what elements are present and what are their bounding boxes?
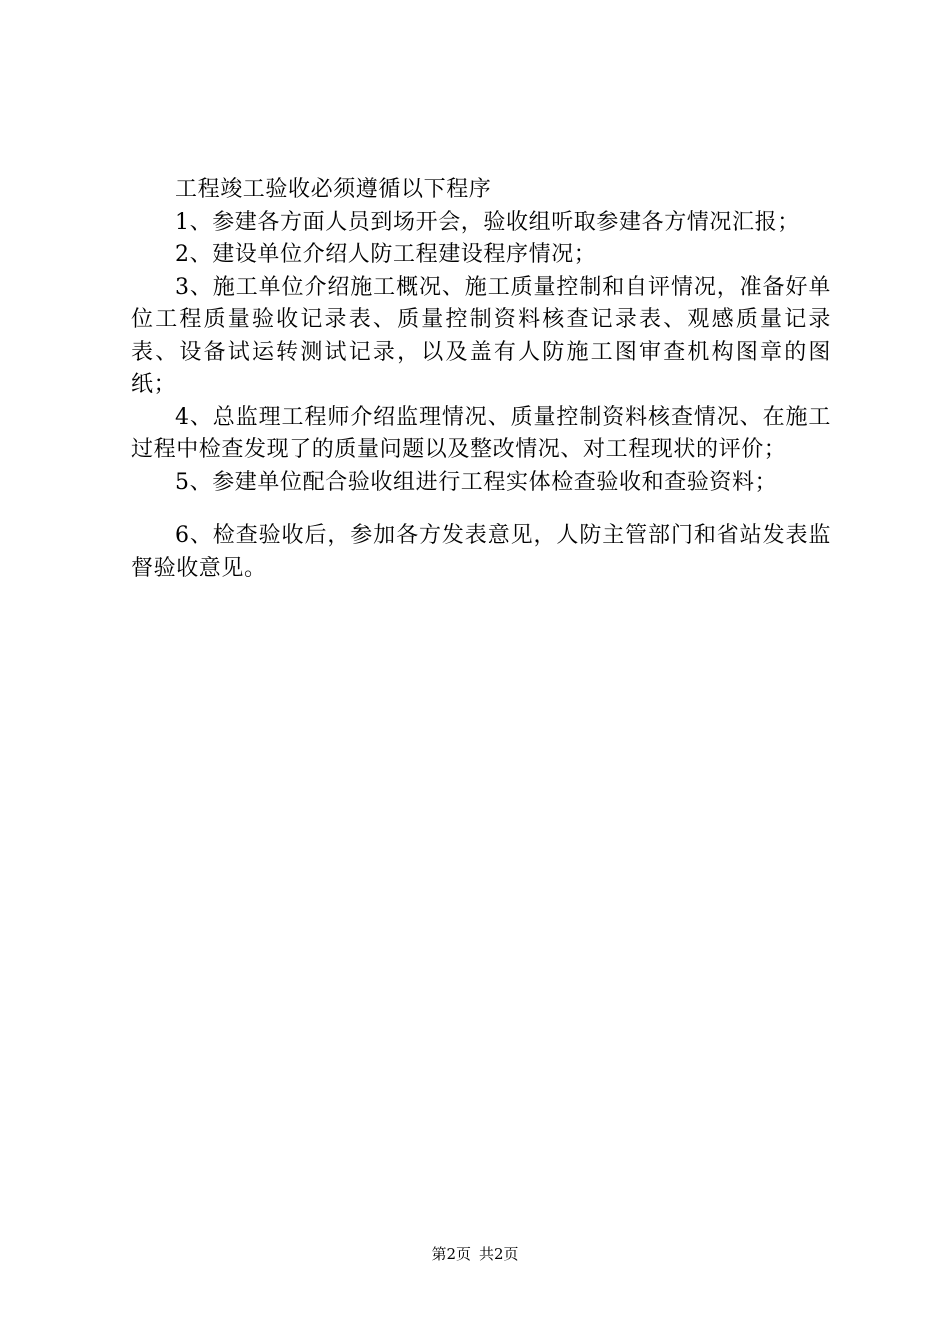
step-6: 6、检查验收后，参加各方发表意见，人防主管部门和省站发表监督验收意见。 xyxy=(131,523,831,581)
page-number-current: 第2页 xyxy=(431,1245,471,1263)
step-1: 1、参建各方面人员到场开会，验收组听取参建各方情况汇报； xyxy=(175,209,800,235)
paragraph-gap xyxy=(131,499,831,520)
step-5: 5、参建单位配合验收组进行工程实体检查验收和查验资料； xyxy=(175,469,778,495)
step-3: 3、施工单位介绍施工概况、施工质量控制和自评情况，准备好单位工程质量验收记录表、质量控制资料核查记录表、观感质量记录表、设备试运转测试记录，以及盖有人防施工图审查机构图章的图纸； xyxy=(131,274,831,397)
step-2: 2、建设单位介绍人防工程建设程序情况； xyxy=(175,242,597,267)
document-title: 工程竣工验收必须遵循以下程序 xyxy=(175,177,492,202)
page-footer xyxy=(0,1244,950,1264)
page-number-total: 共2页 xyxy=(479,1245,519,1263)
step-4: 4、总监理工程师介绍监理情况、质量控制资料核查情况、在施工过程中检查发现了的质量问题以及整改情况、对工程现状的评价； xyxy=(131,404,831,462)
document-body xyxy=(131,174,831,585)
